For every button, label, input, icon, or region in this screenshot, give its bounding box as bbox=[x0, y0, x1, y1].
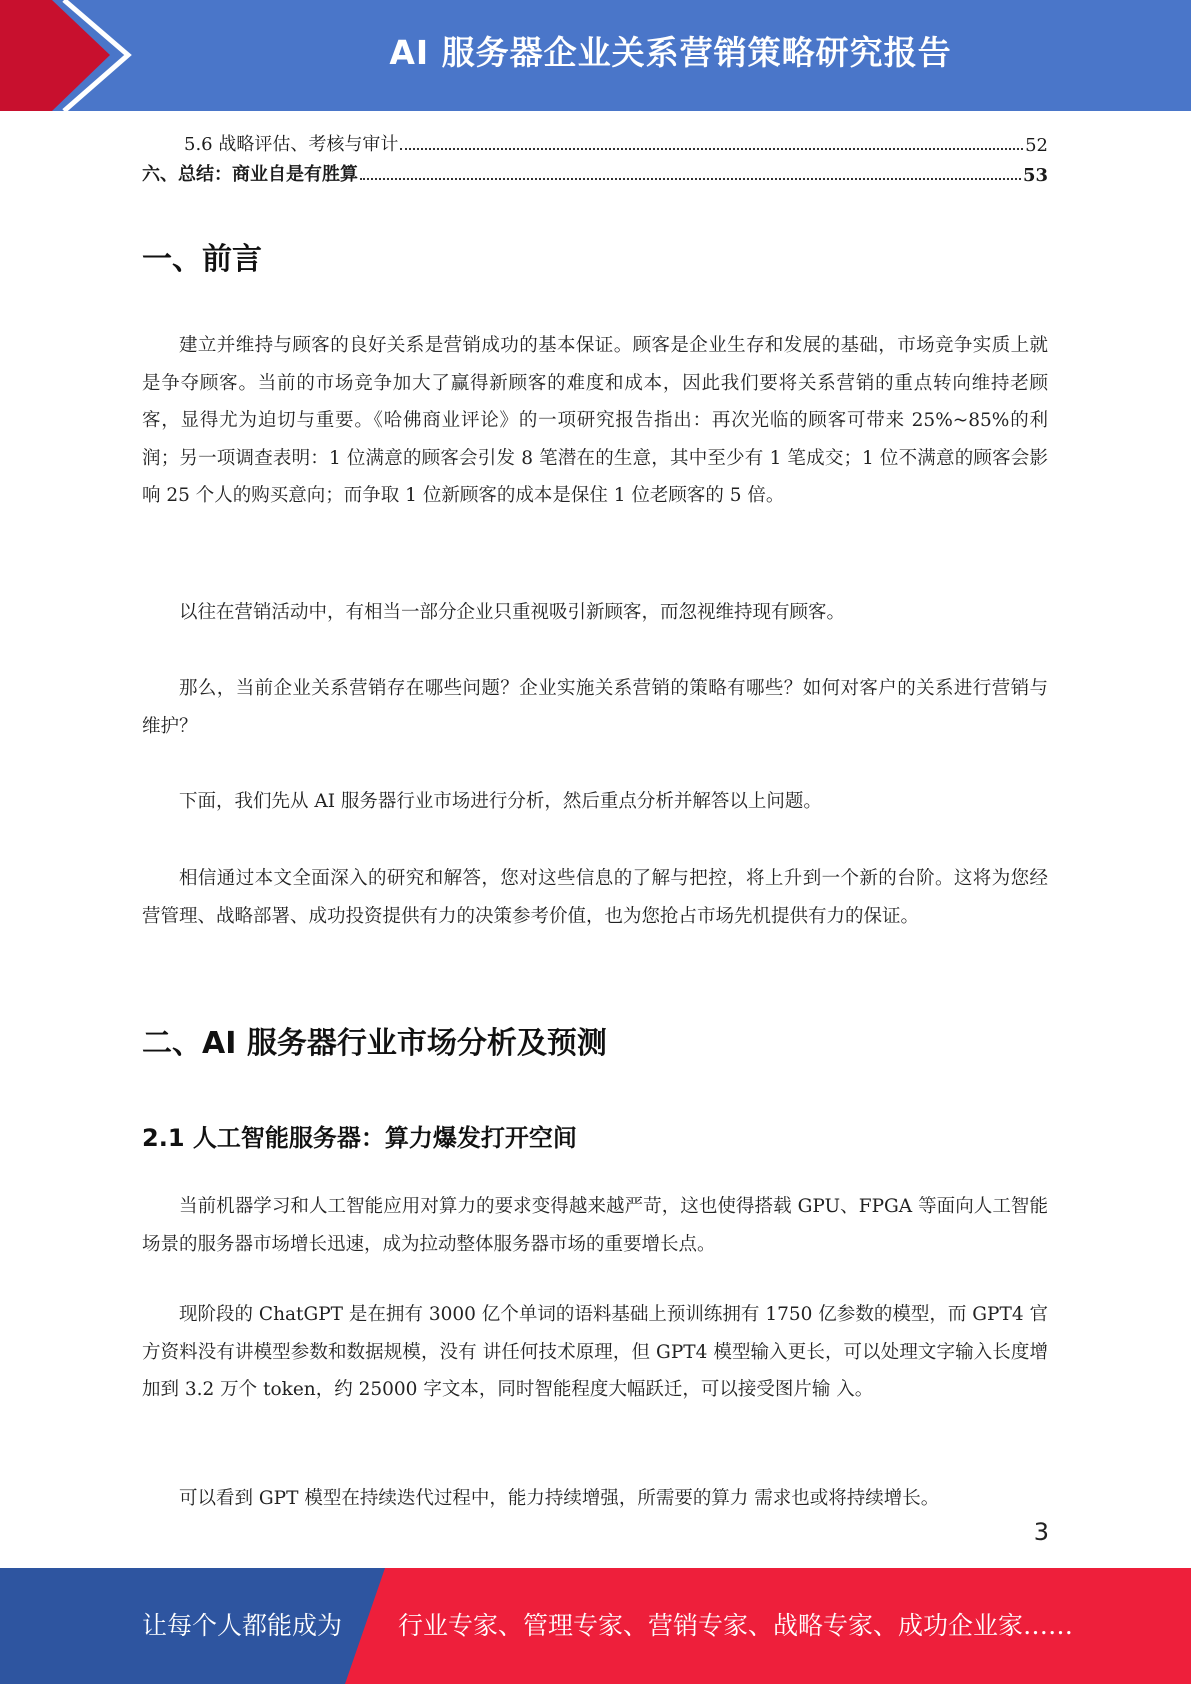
page-header bbox=[0, 0, 1191, 111]
page-footer bbox=[0, 1568, 1191, 1684]
page-number: 3 bbox=[1033, 1518, 1049, 1546]
paragraph: 建立并维持与顾客的良好关系是营销成功的基本保证。顾客是企业生存和发展的基础，市场竞争实质上就是争夺顾客。当前的市场竞争加大了赢得新顾客的难度和成本，因此我们要将关系营销的重点转向维持老顾客，显得尤为迫切与重要。《哈佛商业评论》的一项研究报告指出：再次光临的顾客可带来 25%~85%的利润；另一项调查表明：1 位满意的顾客会引发 8 笔潜在的生意，其中至少有 1 笔成交；1 位不满意的顾客会影响 25 个人的购买意向；而争取 1 位新顾客的成本是保住 1 位老顾客的 5 倍。 bbox=[142, 335, 1048, 506]
toc-entry-5-6[interactable] bbox=[142, 130, 1048, 156]
paragraph: 相信通过本文全面深入的研究和解答，您对这些信息的了解与把控，将上升到一个新的台阶。这将为您经营管理、战略部署、成功投资提供有力的决策参考价值，也为您抢占市场先机提供有力的保证。 bbox=[142, 868, 1048, 927]
report-title: AI 服务器企业关系营销策略研究报告 bbox=[389, 33, 952, 72]
toc-entry-page: 52 bbox=[1025, 135, 1048, 156]
subsection-heading-2-1: 2.1 人工智能服务器：算力爆发打开空间 bbox=[142, 1124, 577, 1152]
toc-entry-6[interactable] bbox=[142, 160, 1048, 186]
paragraph: 现阶段的 ChatGPT 是在拥有 3000 亿个单词的语料基础上预训练拥有 1750 亿参数的模型，而 GPT4 官方资料没有讲模型参数和数据规模，没有 讲任何技术原理，但 GPT4 模型输入更长，可以处理文字输入长度增加到 3.2 万个 token，约 25000 字文本，同时智能程度大幅跃迁，可以接受图片输 入。 bbox=[142, 1304, 1048, 1400]
toc-entry-page: 53 bbox=[1022, 165, 1048, 186]
toc-leader-dots bbox=[360, 178, 1021, 180]
toc-leader-dots bbox=[400, 148, 1023, 150]
paragraph: 下面，我们先从 AI 服务器行业市场进行分析，然后重点分析并解答以上问题。 bbox=[179, 791, 822, 812]
toc-entry-label: 六、总结：商业自是有胜算 bbox=[142, 164, 358, 185]
paragraph: 那么，当前企业关系营销存在哪些问题？企业实施关系营销的策略有哪些？如何对客户的关系进行营销与维护？ bbox=[142, 678, 1048, 737]
paragraph: 可以看到 GPT 模型在持续迭代过程中，能力持续增强，所需要的算力 需求也或将持续增长。 bbox=[179, 1488, 940, 1509]
section-heading-preface: 一、前言 bbox=[142, 242, 262, 277]
toc-entry-label: 5.6 战略评估、考核与审计 bbox=[184, 134, 399, 155]
header-chevron-decoration bbox=[0, 0, 160, 111]
footer-slogan-right: 行业专家、管理专家、营销专家、战略专家、成功企业家…… bbox=[398, 1611, 1074, 1640]
paragraph: 以往在营销活动中，有相当一部分企业只重视吸引新顾客，而忽视维持现有顾客。 bbox=[179, 602, 846, 623]
section-heading-market-analysis: 二、AI 服务器行业市场分析及预测 bbox=[142, 1026, 607, 1061]
paragraph: 当前机器学习和人工智能应用对算力的要求变得越来越严苛，这也使得搭载 GPU、FPGA 等面向人工智能场景的服务器市场增长迅速，成为拉动整体服务器市场的重要增长点。 bbox=[142, 1196, 1048, 1255]
footer-slogan-left: 让每个人都能成为 bbox=[142, 1611, 343, 1640]
